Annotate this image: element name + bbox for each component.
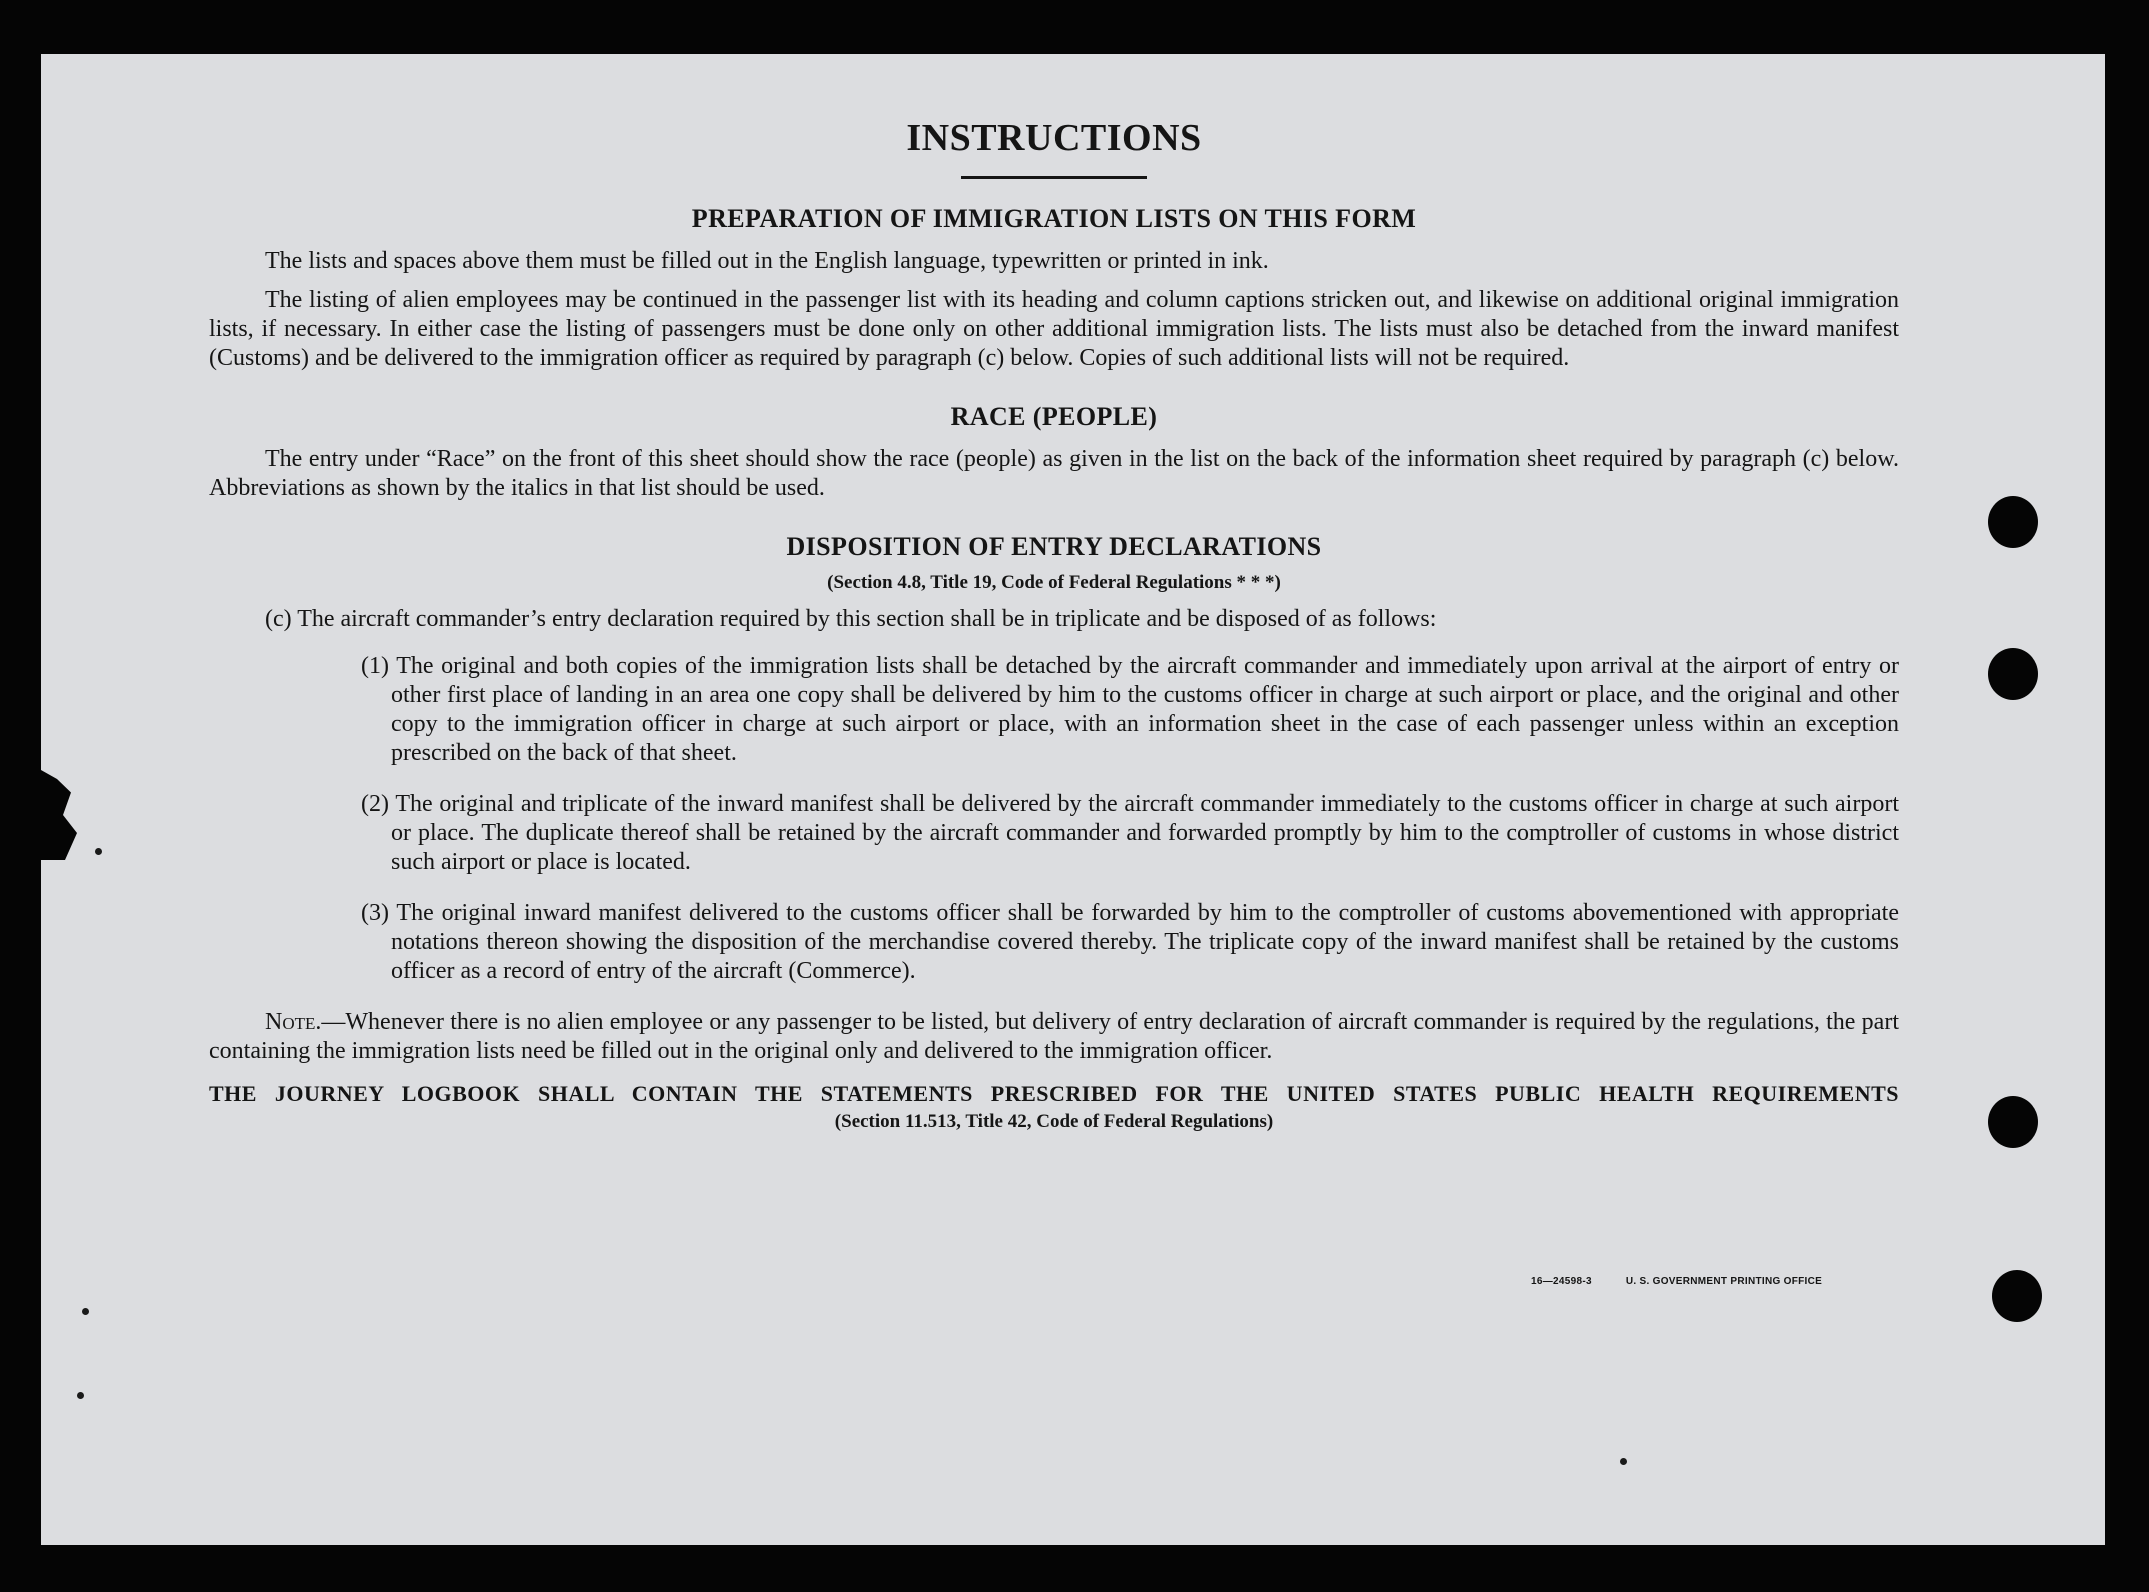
list-item-text: The original inward manifest delivered to the customs officer shall be forwarded by him to the comptroller of customs abovementioned with appropriate notations thereon showing the disposition of the merchandise covered thereby. The triplicate copy of the inward manifest shall be retained by the customs officer as a record of entry of the aircraft (Commerce). <box>391 900 1899 984</box>
section-heading-disposition: DISPOSITION OF ENTRY DECLARATIONS <box>786 532 1322 561</box>
punch-hole-icon <box>1988 1096 2038 1148</box>
list-item <box>209 790 1899 877</box>
printer-imprint <box>1531 1276 1822 1287</box>
punch-hole-icon <box>1988 648 2038 700</box>
paragraph-c-label: (c) <box>265 606 292 632</box>
section-heading-race: RACE (PEOPLE) <box>950 402 1158 431</box>
document-sheet <box>41 54 2105 1545</box>
list-item-number: (3) <box>361 900 389 926</box>
paragraph-c <box>209 605 1899 634</box>
list-item-number: (2) <box>361 791 389 817</box>
paragraph-race: The entry under “Race” on the front of this sheet should show the race (people) as given in the list on the back of the information sheet required by paragraph (c) below. Abbreviations as shown by the italics in that list should be used. <box>209 446 1899 501</box>
paragraph-language: The lists and spaces above them must be filled out in the English language, typewritten or printed in ink. <box>265 248 1269 274</box>
list-item <box>209 652 1899 768</box>
printer-name: U. S. GOVERNMENT PRINTING OFFICE <box>1625 1276 1823 1287</box>
section-heading-preparation: PREPARATION OF IMMIGRATION LISTS ON THIS FORM <box>691 204 1417 233</box>
speck-mark <box>82 1308 89 1315</box>
punch-hole-icon <box>1988 496 2038 548</box>
list-item-number: (1) <box>361 653 389 679</box>
health-citation: (Section 11.513, Title 42, Code of Federal Regulations) <box>834 1111 1274 1132</box>
speck-mark <box>95 848 102 855</box>
note-lead: Note. <box>265 1009 322 1035</box>
paragraph-alien-employees: The listing of alien employees may be continued in the passenger list with its heading and column captions stricken out, and likewise on additional original immigration lists, if necessary. In either case the listing of passengers must be done only on other additional immigration lists. The lists must also be detached from the inward manifest (Customs) and be delivered to the immigration officer as required by paragraph (c) below. Copies of such additional lists will not be required. <box>209 287 1899 371</box>
section-citation: (Section 4.8, Title 19, Code of Federal Regulations * * *) <box>827 572 1281 593</box>
list-item-text: The original and triplicate of the inward manifest shall be delivered by the aircraft commander immediately to the customs officer in charge at such airport or place. The duplicate thereof shall be retained by the aircraft commander and forwarded promptly by him to the comptroller of customs in whose district such airport or place is located. <box>391 791 1899 875</box>
paragraph-c-text: The aircraft commander’s entry declaration required by this section shall be in triplicate and be disposed of as follows: <box>297 606 1437 632</box>
health-requirements-line: THE JOURNEY LOGBOOK SHALL CONTAIN THE STATEMENTS PRESCRIBED FOR THE UNITED STATES PUBLIC HEALTH REQUIREMENTS <box>209 1081 1899 1106</box>
punch-hole-icon <box>1992 1270 2042 1322</box>
page-title: INSTRUCTIONS <box>906 117 1202 159</box>
title-underline <box>961 176 1147 179</box>
document-body <box>209 114 1899 1134</box>
list-item-text: The original and both copies of the immigration lists shall be detached by the aircraft commander and immediately upon arrival at the airport of entry or other first place of landing in an area one copy shall be delivered by him to the customs officer in charge at such airport or place, and the original and other copy to the immigration officer in charge at such airport or place, with an information sheet in the case of each passenger unless within an exception prescribed on the back of that sheet. <box>391 653 1899 766</box>
note-text: —Whenever there is no alien employee or any passenger to be listed, but delivery of entry declaration of aircraft commander is required by the regulations, the part containing the immigration lists need be filled out in the original only and delivered to the immigration officer. <box>209 1009 1899 1064</box>
speck-mark <box>77 1392 84 1399</box>
note-paragraph <box>209 1008 1899 1066</box>
spacer <box>209 383 1899 401</box>
form-number: 16—24598-3 <box>1531 1276 1592 1287</box>
speck-mark <box>1620 1458 1627 1465</box>
spacer <box>209 513 1899 531</box>
list-item <box>209 899 1899 986</box>
